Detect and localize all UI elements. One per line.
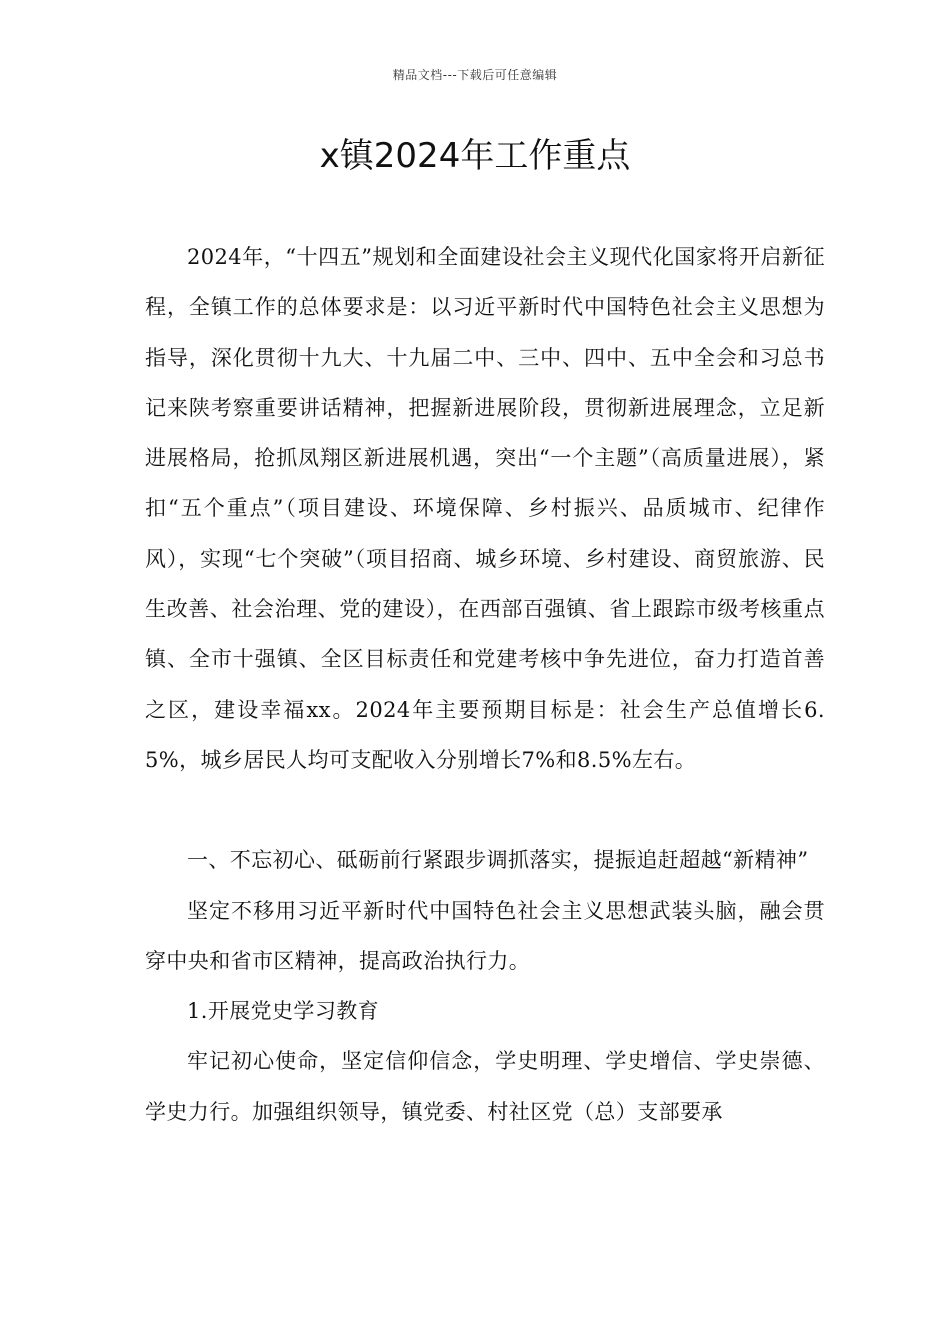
subsection-heading-1: 1.开展党史学习教育 [187,999,380,1024]
document-body [145,232,825,1137]
section-heading-1: 一、不忘初心、砥砺前行紧跟步调抓落实，提振追赶超越“新精神” [187,848,809,873]
paragraph-subsection-1: 牢记初心使命，坚定信仰信念，学史明理、学史增信、学史崇德、学史力行。加强组织领导，镇党委、村社区党（总）支部要承 [145,1049,825,1124]
paragraph-section-1: 坚定不移用习近平新时代中国特色社会主义思想武装头脑，融会贯穿中央和省市区精神，提高政治执行力。 [145,898,825,973]
header-note: 精品文档---下载后可任意编辑 [392,68,558,82]
paragraph-intro: 2024年，“十四五”规划和全面建设社会主义现代化国家将开启新征程，全镇工作的总体要求是：以习近平新时代中国特色社会主义思想为指导，深化贯彻十九大、十九届二中、三中、四中、五中全会和习总书记来陕考察重要讲话精神，把握新进展阶段，贯彻新进展理念，立足新进展格局，抢抓凤翔区新进展机遇，突出“一个主题”（高质量进展），紧扣“五个重点”（项目建设、环境保障、乡村振兴、品质城市、纪律作风），实现“七个突破”（项目招商、城乡环境、乡村建设、商贸旅游、民生改善、社会治理、党的建设），在西部百强镇、省上跟踪市级考核重点镇、全市十强镇、全区目标责任和党建考核中争先进位，奋力打造首善之区，建设幸福xx。2024年主要预期目标是：社会生产总值增长6.5%，城乡居民人均可支配收入分别增长7%和8.5%左右。 [145,245,825,772]
document-title: x镇2024年工作重点 [319,136,631,176]
